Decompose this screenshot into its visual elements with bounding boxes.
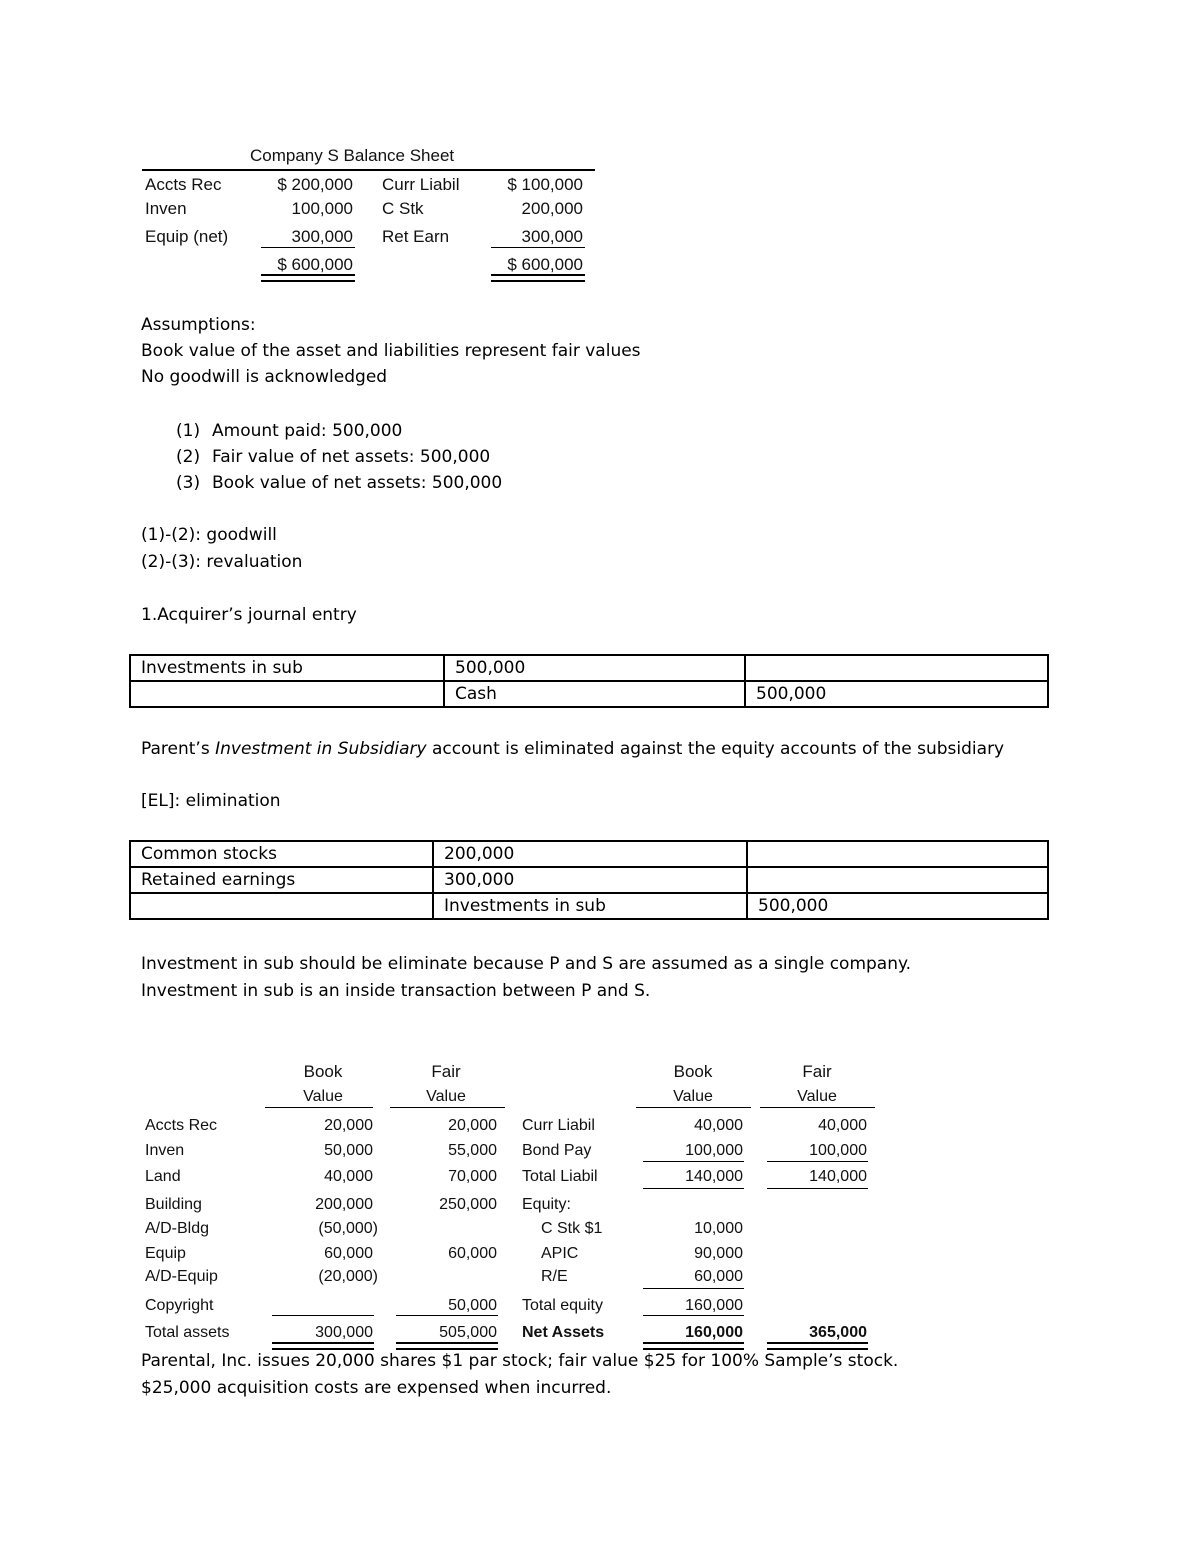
fv-row-book: 140,000	[685, 1168, 743, 1185]
table-cell: 200,000	[433, 841, 747, 867]
col-subheader-value: Value	[673, 1088, 713, 1105]
balance-sheet-title: Company S Balance Sheet	[250, 146, 455, 165]
fv-row-book: 40,000	[324, 1168, 373, 1185]
fv-row-book: 40,000	[694, 1117, 743, 1134]
table-cell	[130, 681, 444, 707]
fv-row-book: (20,000)	[318, 1268, 378, 1285]
bs-asset-label: Inven	[145, 199, 187, 218]
table-cell: 500,000	[444, 655, 745, 681]
subtotal-rule	[643, 1161, 744, 1162]
bs-liab-amount: 300,000	[521, 227, 583, 246]
total-double-rule	[767, 1342, 868, 1350]
elimination-heading: [EL]: elimination	[141, 791, 281, 811]
table-row	[130, 681, 1048, 707]
fv-row-label: Land	[145, 1168, 181, 1185]
investment-note: Investment in sub should be eliminate because P and S are assumed as a single company.	[141, 954, 912, 974]
bs-liab-label: Curr Liabil	[382, 175, 460, 194]
journal-entry-table	[129, 654, 1049, 708]
fv-row-fair: 55,000	[448, 1142, 497, 1159]
bs-double-rule	[491, 274, 585, 282]
bs-liab-amount: $ 100,000	[507, 175, 583, 194]
fv-row-label: Inven	[145, 1142, 185, 1159]
net-assets-label: Net Assets	[522, 1324, 605, 1341]
fv-row-label: Accts Rec	[145, 1117, 218, 1134]
fv-row-fair: 250,000	[439, 1196, 497, 1213]
assumptions-heading: Assumptions:	[141, 315, 256, 335]
bs-asset-amount: 100,000	[291, 199, 353, 218]
fv-row-fair: 20,000	[448, 1117, 497, 1134]
fv-row-book: 50,000	[324, 1142, 373, 1159]
elimination-table	[129, 840, 1049, 920]
bs-asset-label: Accts Rec	[145, 175, 222, 194]
fv-row-book: 60,000	[694, 1268, 743, 1285]
bs-asset-amount: $ 200,000	[277, 175, 353, 194]
fv-row-label: Building	[145, 1196, 202, 1213]
note-goodwill: (1)-(2): goodwill	[141, 525, 277, 545]
col-header-book: Book	[303, 1062, 343, 1081]
list-item: (1) Amount paid: 500,000	[176, 421, 403, 441]
table-cell: Investments in sub	[130, 655, 444, 681]
col-subheader-value: Value	[426, 1088, 466, 1105]
col-header-book: Book	[673, 1062, 713, 1081]
fv-row-fair: 60,000	[448, 1245, 497, 1262]
table-cell	[745, 655, 1048, 681]
bs-total-assets: $ 600,000	[277, 255, 353, 274]
subtotal-rule	[272, 1315, 374, 1316]
header-rule	[265, 1107, 373, 1108]
assumption-line: Book value of the asset and liabilities represent fair values	[141, 341, 641, 361]
total-double-rule	[396, 1342, 498, 1350]
fv-row-book: 160,000	[685, 1297, 743, 1314]
bs-liab-label: Ret Earn	[382, 227, 450, 246]
fv-row-label: Total equity	[522, 1297, 603, 1314]
fv-row-book: 10,000	[694, 1220, 743, 1237]
closing-line: $25,000 acquisition costs are expensed when incurred.	[141, 1378, 612, 1398]
table-row	[130, 655, 1048, 681]
total-double-rule	[272, 1342, 374, 1350]
bs-asset-label: Equip (net)	[145, 227, 229, 246]
bs-total-liab: $ 600,000	[507, 255, 583, 274]
bs-subtotal-rule	[491, 247, 585, 248]
col-subheader-value: Value	[303, 1088, 343, 1105]
fv-row-label: Bond Pay	[522, 1142, 592, 1159]
bs-asset-amount: 300,000	[291, 227, 353, 246]
table-cell: 300,000	[433, 867, 747, 893]
fv-row-label: C Stk $1	[541, 1220, 603, 1237]
subtotal-rule	[396, 1315, 498, 1316]
list-item: (2) Fair value of net assets: 500,000	[176, 447, 491, 467]
fv-row-fair: 140,000	[809, 1168, 867, 1185]
net-assets-fair: 365,000	[809, 1324, 867, 1341]
fv-row-label: R/E	[541, 1268, 568, 1285]
fv-row-label: Equip	[145, 1245, 186, 1262]
numbered-list	[176, 418, 502, 496]
subtotal-rule	[767, 1161, 868, 1162]
fv-row-book: (50,000)	[318, 1220, 378, 1237]
closing-line: Parental, Inc. issues 20,000 shares $1 par stock; fair value $25 for 100% Sample’s stock.	[141, 1351, 899, 1371]
table-row	[130, 893, 1048, 919]
list-item: (3) Book value of net assets: 500,000	[176, 473, 503, 493]
investment-note: Investment in sub is an inside transaction between P and S.	[141, 981, 651, 1001]
bs-liab-amount: 200,000	[521, 199, 583, 218]
journal-heading: 1.Acquirer’s journal entry	[141, 605, 357, 625]
fv-row-fair: 40,000	[818, 1117, 867, 1134]
table-cell: Common stocks	[130, 841, 433, 867]
table-cell	[130, 893, 433, 919]
fv-row-fair: 70,000	[448, 1168, 497, 1185]
table-cell: 500,000	[747, 893, 1048, 919]
fv-row-label: Equity:	[522, 1196, 571, 1213]
fv-row-label: Curr Liabil	[522, 1117, 595, 1134]
fv-row-label: Copyright	[145, 1297, 214, 1314]
table-cell: Investments in sub	[433, 893, 747, 919]
header-rule	[390, 1107, 505, 1108]
fv-row-fair: 100,000	[809, 1142, 867, 1159]
fv-row-label: Total assets	[145, 1324, 230, 1341]
assumption-line: No goodwill is acknowledged	[141, 367, 388, 387]
header-rule	[636, 1107, 751, 1108]
fv-row-label: A/D-Bldg	[145, 1220, 210, 1237]
fv-row-fair: 505,000	[439, 1324, 497, 1341]
total-double-rule	[643, 1342, 744, 1350]
fv-row-book: 90,000	[694, 1245, 743, 1262]
subtotal-rule	[643, 1188, 744, 1189]
subtotal-rule	[643, 1315, 744, 1316]
table-cell	[747, 867, 1048, 893]
balance-sheet-top-rule	[142, 169, 595, 171]
parent-account-text: Parent’s Investment in Subsidiary account is eliminated against the equity accounts of the subsidiary	[141, 739, 1005, 759]
fv-row-book: 60,000	[324, 1245, 373, 1262]
fv-row-label: A/D-Equip	[145, 1268, 218, 1285]
header-rule	[760, 1107, 875, 1108]
fv-row-book: 100,000	[685, 1142, 743, 1159]
subtotal-rule	[767, 1188, 868, 1189]
bs-double-rule	[261, 274, 355, 282]
table-row	[130, 867, 1048, 893]
table-cell: Cash	[444, 681, 745, 707]
fv-row-label: APIC	[541, 1245, 579, 1262]
table-row	[130, 841, 1048, 867]
subtotal-rule	[643, 1288, 744, 1289]
col-header-fair: Fair	[431, 1062, 461, 1081]
col-header-fair: Fair	[802, 1062, 832, 1081]
col-subheader-value: Value	[797, 1088, 837, 1105]
fv-row-book: 200,000	[315, 1196, 373, 1213]
net-assets-book: 160,000	[685, 1324, 743, 1341]
note-revaluation: (2)-(3): revaluation	[141, 552, 303, 572]
table-cell: Retained earnings	[130, 867, 433, 893]
fv-row-book: 300,000	[315, 1324, 373, 1341]
table-cell	[747, 841, 1048, 867]
table-cell: 500,000	[745, 681, 1048, 707]
bs-subtotal-rule	[261, 247, 355, 248]
fv-row-book: 20,000	[324, 1117, 373, 1134]
fv-row-label: Total Liabil	[522, 1168, 598, 1185]
bs-liab-label: C Stk	[382, 199, 424, 218]
fv-row-fair: 50,000	[448, 1297, 497, 1314]
